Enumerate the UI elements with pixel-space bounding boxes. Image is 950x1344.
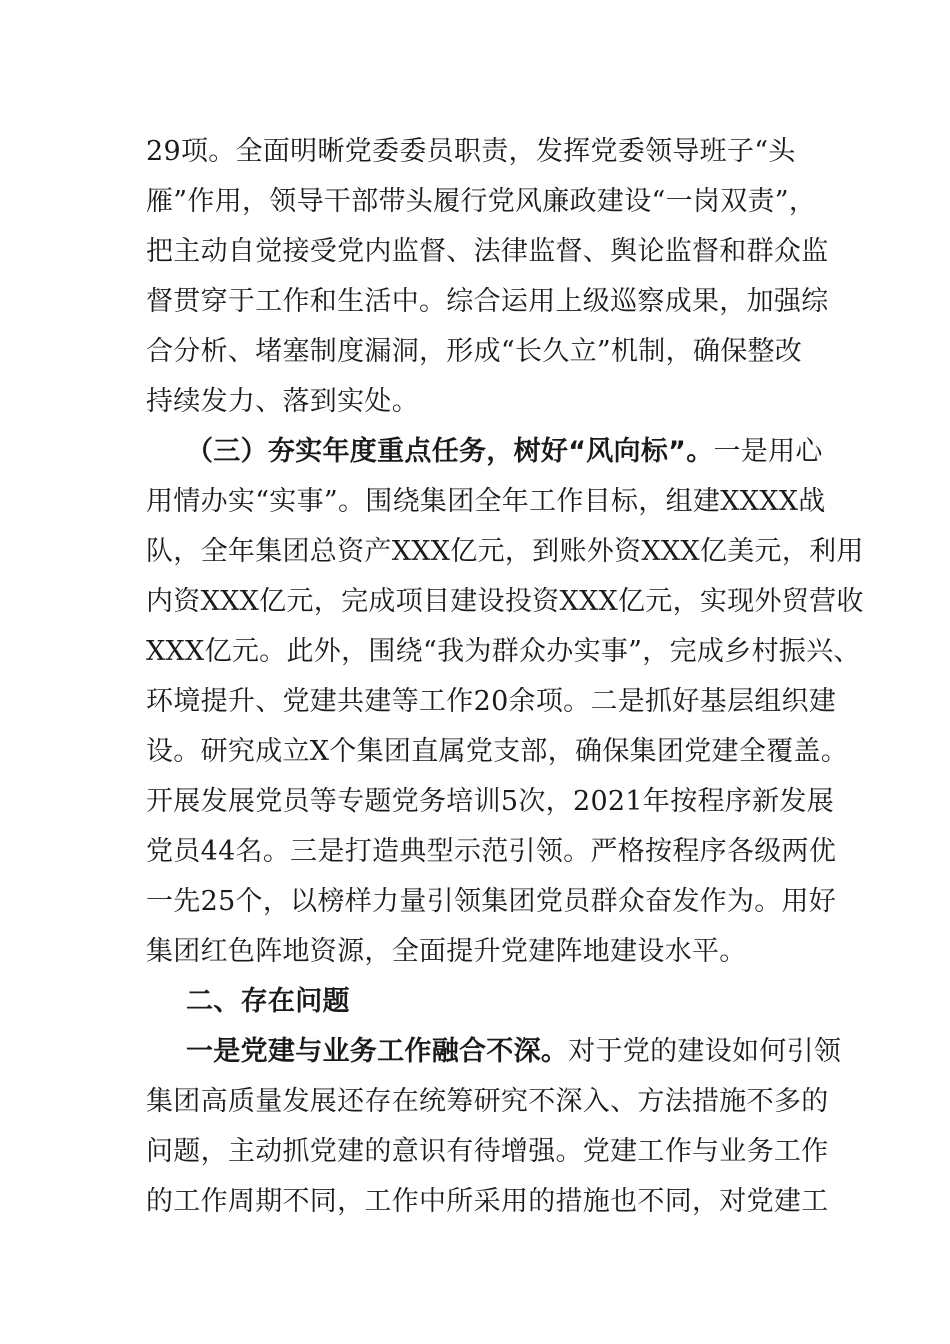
paragraph-line: 集团高质量发展还存在统筹研究不深入、方法措施不多的	[146, 1086, 829, 1117]
paragraph-line: 雁”作用，领导干部带头履行党风廉政建设“一岗双责”，	[146, 186, 817, 217]
section-three-text: 一是用心	[713, 436, 823, 467]
section-three-line	[186, 435, 823, 469]
section-heading: 二、存在问题	[186, 986, 350, 1017]
paragraph-line: XXX亿元。此外，围绕“我为群众办实事”，完成乡村振兴、	[146, 636, 861, 667]
paragraph-line: 内资XXX亿元，完成项目建设投资XXX亿元，实现外贸营收	[146, 586, 864, 617]
paragraph-line: 设。研究成立X个集团直属党支部，确保集团党建全覆盖。	[146, 736, 849, 767]
paragraph-line: 开展发展党员等专题党务培训5次，2021年按程序新发展	[146, 786, 834, 817]
problem-one-heading: 一是党建与业务工作融合不深。	[186, 1036, 569, 1067]
paragraph-line: 党员44名。三是打造典型示范引领。严格按程序各级两优	[146, 836, 837, 867]
paragraph-line: 合分析、堵塞制度漏洞，形成“长久立”机制，确保整改	[146, 336, 803, 367]
paragraph-line: 一先25个，以榜样力量引领集团党员群众奋发作为。用好	[146, 886, 837, 917]
paragraph-line: 用情办实“实事”。围绕集团全年工作目标，组建XXXX战	[146, 486, 826, 517]
problem-one-text: 对于党的建设如何引领	[568, 1036, 842, 1067]
paragraph-line: 持续发力、落到实处。	[146, 386, 419, 417]
paragraph-line: 队，全年集团总资产XXX亿元，到账外资XXX亿美元，利用	[146, 536, 864, 567]
section-three-heading: （三）夯实年度重点任务，树好“风向标”。	[186, 436, 714, 467]
paragraph-line: 集团红色阵地资源，全面提升党建阵地建设水平。	[146, 936, 747, 967]
paragraph-line: 把主动自觉接受党内监督、法律监督、舆论监督和群众监	[146, 236, 829, 267]
paragraph-line: 问题，主动抓党建的意识有待增强。党建工作与业务工作	[146, 1136, 829, 1167]
paragraph-line: 29项。全面明晰党委委员职责，发挥党委领导班子“头	[146, 136, 796, 167]
paragraph-line: 的工作周期不同，工作中所采用的措施也不同，对党建工	[146, 1186, 829, 1217]
problem-one-line	[186, 1035, 841, 1069]
paragraph-line: 督贯穿于工作和生活中。综合运用上级巡察成果，加强综	[146, 286, 829, 317]
paragraph-line: 环境提升、党建共建等工作20余项。二是抓好基层组织建	[146, 686, 837, 717]
